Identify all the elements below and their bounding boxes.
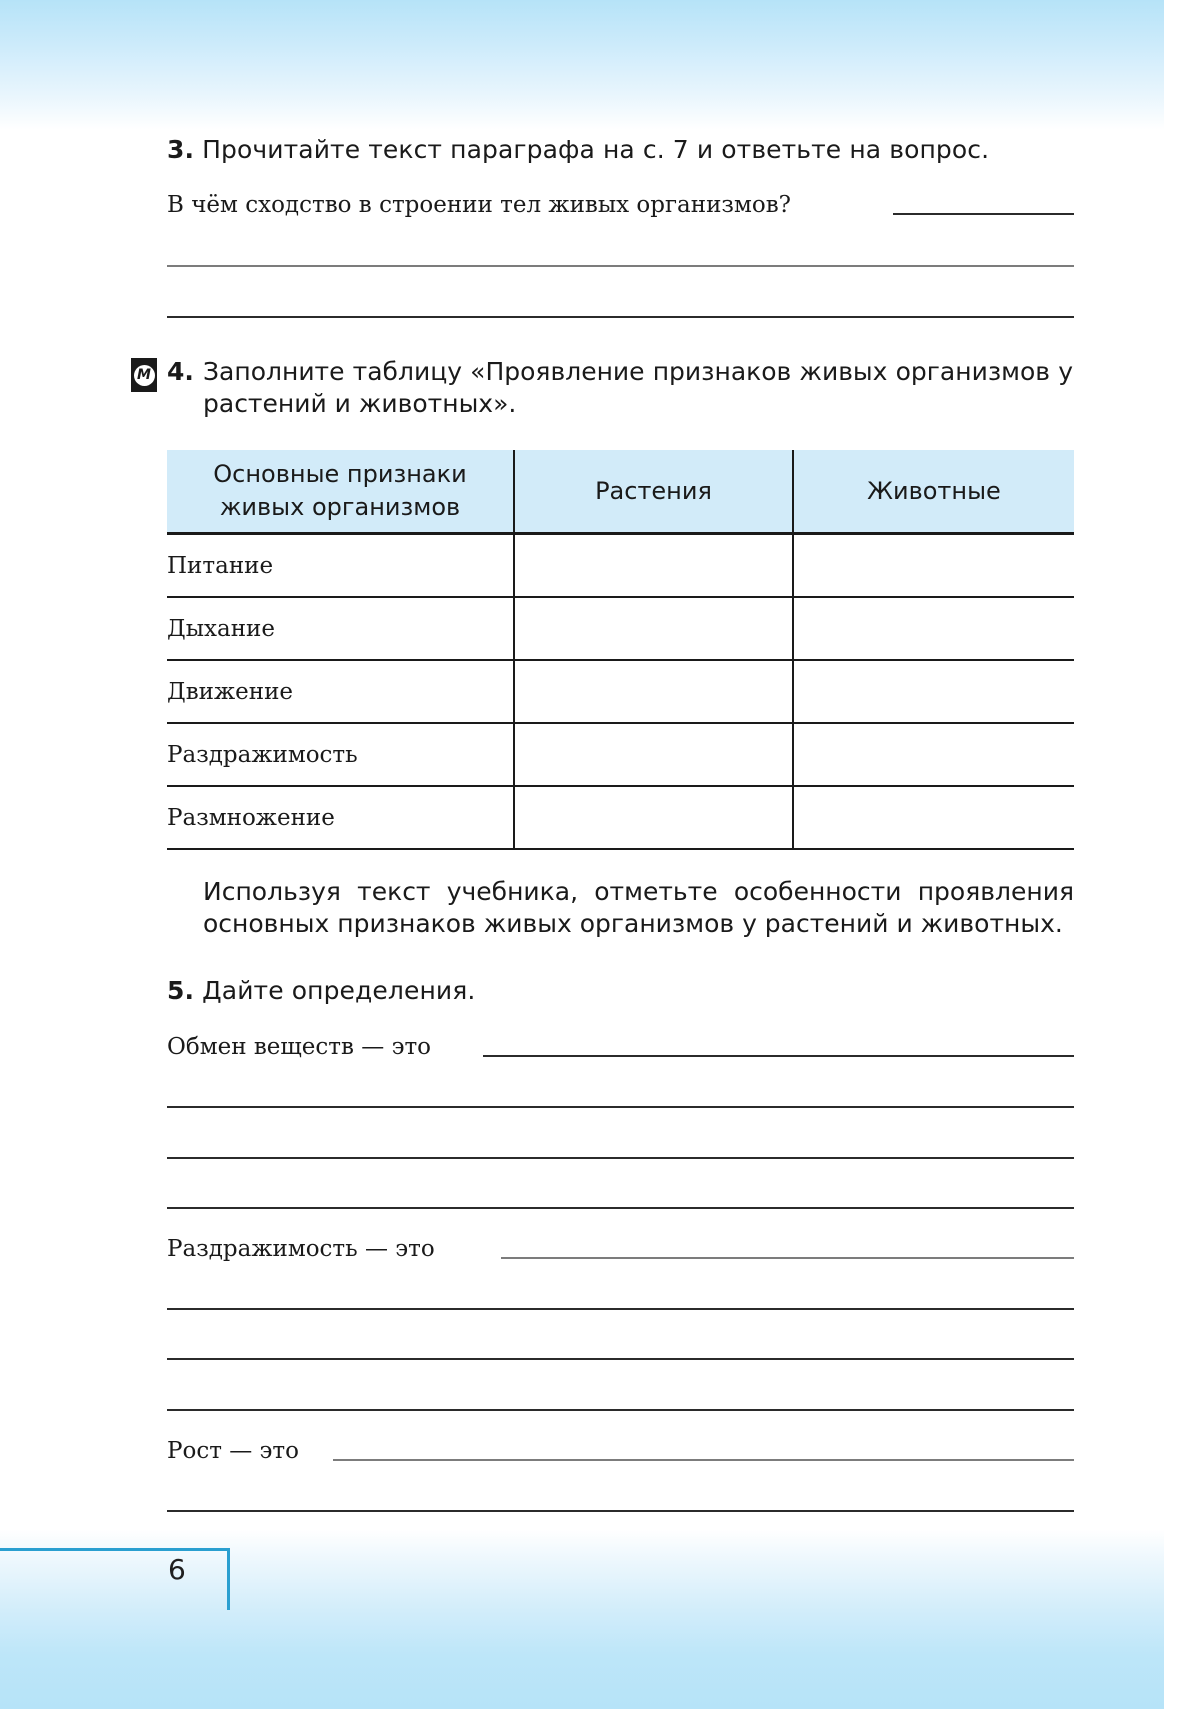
answer-line[interactable] xyxy=(167,1358,1074,1360)
row-label-irritability: Раздражимость xyxy=(167,723,514,786)
task3-question: В чём сходство в строении тел живых организмов? xyxy=(167,192,791,218)
table-row xyxy=(167,534,1074,598)
table-row xyxy=(167,660,1074,723)
m-circle-badge-icon xyxy=(131,358,157,392)
answer-line[interactable] xyxy=(167,316,1074,318)
plants-cell[interactable] xyxy=(514,660,793,723)
table-row xyxy=(167,786,1074,849)
row-label-reproduction: Размножение xyxy=(167,786,514,849)
table-header-row xyxy=(167,450,1074,534)
header-animals: Животные xyxy=(793,450,1074,534)
answer-line[interactable] xyxy=(167,1308,1074,1310)
page-number-bracket xyxy=(0,1548,230,1551)
table-row xyxy=(167,597,1074,660)
task5-instruction: Дайте определения. xyxy=(202,976,476,1005)
animals-cell[interactable] xyxy=(793,534,1074,598)
plants-cell[interactable] xyxy=(514,786,793,849)
answer-line[interactable] xyxy=(501,1257,1074,1259)
hint-line-1: Используя текст учебника, отметьте особенности проявления xyxy=(203,877,1074,906)
task5-number: 5. xyxy=(167,976,195,1005)
answer-line[interactable] xyxy=(167,1510,1074,1512)
definition-label-metabolism: Обмен веществ — это xyxy=(167,1034,432,1060)
answer-line[interactable] xyxy=(167,265,1074,267)
task3-title xyxy=(167,134,989,166)
plants-cell[interactable] xyxy=(514,723,793,786)
answer-line[interactable] xyxy=(333,1459,1074,1461)
answer-line[interactable] xyxy=(167,1409,1074,1411)
answer-line[interactable] xyxy=(483,1055,1074,1057)
task5-title xyxy=(167,975,475,1007)
definition-label-irritability: Раздражимость — это xyxy=(167,1236,435,1262)
task4-instruction: Заполните таблицу «Проявление признаков живых организмов у растений и животных». xyxy=(203,357,1073,418)
answer-line[interactable] xyxy=(893,213,1074,215)
top-decorative-band xyxy=(0,0,1164,130)
task3-instruction: Прочитайте текст параграфа на с. 7 и ответьте на вопрос. xyxy=(202,135,990,164)
row-label-nutrition: Питание xyxy=(167,534,514,598)
animals-cell[interactable] xyxy=(793,660,1074,723)
signs-table xyxy=(167,450,1074,850)
row-label-respiration: Дыхание xyxy=(167,597,514,660)
answer-line[interactable] xyxy=(167,1207,1074,1209)
plants-cell[interactable] xyxy=(514,597,793,660)
header-plants: Растения xyxy=(514,450,793,534)
definition-label-growth: Рост — это xyxy=(167,1438,300,1464)
table-row xyxy=(167,723,1074,786)
task3-number: 3. xyxy=(167,135,195,164)
animals-cell[interactable] xyxy=(793,597,1074,660)
header-signs: Основные признаки живых организмов xyxy=(167,450,514,534)
badge-letter: М xyxy=(134,365,155,386)
right-margin xyxy=(1164,0,1200,1709)
answer-line[interactable] xyxy=(167,1157,1074,1159)
plants-cell[interactable] xyxy=(514,534,793,598)
task4-number: 4. xyxy=(167,357,194,386)
task4-hint xyxy=(203,876,1074,940)
row-label-movement: Движение xyxy=(167,660,514,723)
answer-line[interactable] xyxy=(167,1106,1074,1108)
page-number: 6 xyxy=(168,1553,186,1586)
animals-cell[interactable] xyxy=(793,723,1074,786)
hint-line-2: основных признаков живых организмов у растений и животных. xyxy=(203,909,1063,938)
page-number-bracket-side xyxy=(227,1548,230,1610)
animals-cell[interactable] xyxy=(793,786,1074,849)
